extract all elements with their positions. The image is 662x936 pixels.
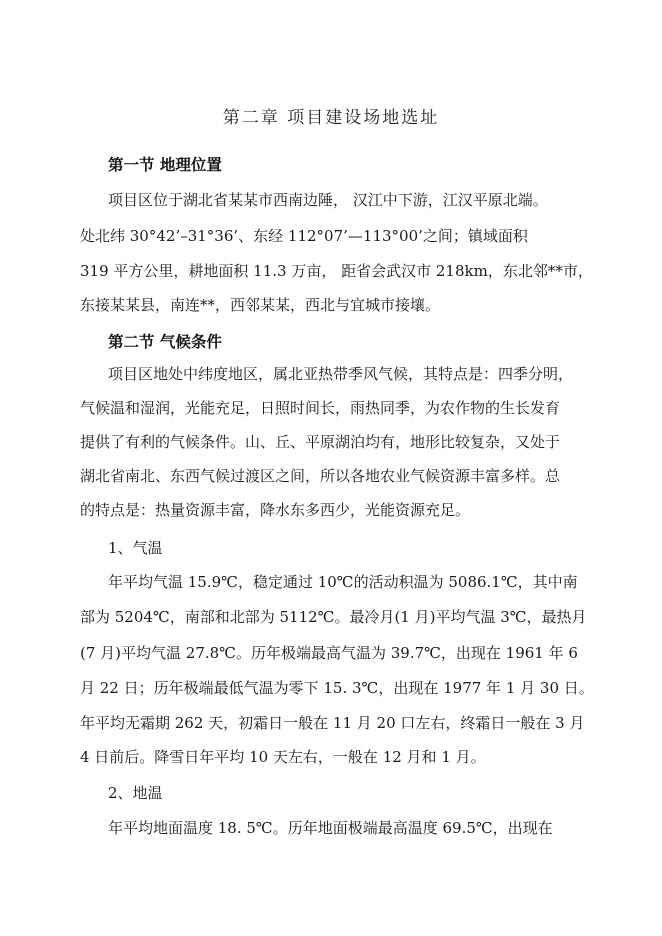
subsection-heading-temperature: 1、气温 — [108, 539, 163, 557]
paragraph-line: 的特点是：热量资源丰富，降水东多西少，光能资源充足。 — [80, 501, 471, 519]
paragraph-line: 处北纬 30°42’–31°36’、东经 112°07’—113°00’之间；镇域面积 — [80, 227, 528, 245]
paragraph-line: 月 22 日；历年极端最低气温为零下 15. 3℃，出现在 1977 年 1 月 30 日。 — [80, 679, 594, 697]
subsection-heading-ground-temperature: 2、地温 — [108, 784, 163, 802]
paragraph-line: 项目区地处中纬度地区，属北亚热带季风气候，其特点是：四季分明， — [108, 365, 574, 383]
paragraph-line: 气候温和湿润，光能充足，日照时间长，雨热同季，为农作物的生长发育 — [80, 399, 561, 417]
section-heading-location: 第一节 地理位置 — [108, 155, 222, 174]
paragraph-line: 提供了有利的气候条件。山、丘、平原湖泊均有，地形比较复杂，又处于 — [80, 433, 561, 451]
paragraph-line: 年平均气温 15.9℃，稳定通过 10℃的活动积温为 5086.1℃，其中南 — [108, 573, 578, 591]
paragraph-line: 319 平方公里，耕地面积 11.3 万亩， 距省会武汉市 218km，东北邻**市， — [80, 262, 593, 280]
section-heading-climate: 第二节 气候条件 — [108, 332, 222, 351]
chapter-title: 第二章 项目建设场地选址 — [222, 108, 440, 128]
paragraph-line: 4 日前后。降雪日年平均 10 天左右，一般在 12 月和 1 月。 — [80, 748, 486, 766]
paragraph-line: 东接某某县，南连**，西邻某某，西北与宜城市接壤。 — [80, 296, 441, 314]
paragraph-line: 项目区位于湖北省某某市西南边陲， 汉江中下游，江汉平原北端。 — [108, 191, 548, 209]
paragraph-line: 部为 5204℃，南部和北部为 5112℃。最冷月(1 月)平均气温 3℃，最热月 — [80, 608, 587, 626]
paragraph-line: 年平均地面温度 18. 5℃。历年地面极端最高温度 69.5℃，出现在 — [108, 819, 553, 837]
paragraph-line: 湖北省南北、东西气候过渡区之间，所以各地农业气候资源丰富多样。总 — [80, 467, 561, 485]
paragraph-line: 年平均无霜期 262 天，初霜日一般在 11 月 20 口左右，终霜日一般在 3 月 — [80, 714, 585, 732]
paragraph-line: (7 月)平均气温 27.8℃。历年极端最高气温为 39.7℃，出现在 1961 年 6 — [80, 644, 578, 662]
